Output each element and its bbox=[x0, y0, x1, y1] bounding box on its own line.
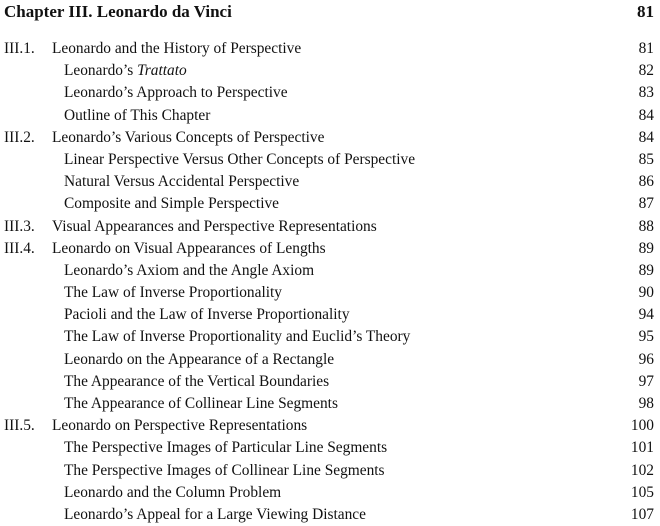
toc-section-row bbox=[4, 216, 654, 238]
section-title: Leonardo on Visual Appearances of Lengths bbox=[52, 239, 326, 257]
section-number: III.3. bbox=[4, 217, 35, 235]
page-number: 98 bbox=[638, 395, 654, 412]
subsection-title: The Appearance of Collinear Line Segments bbox=[64, 395, 338, 412]
toc-subsection-row bbox=[4, 504, 654, 526]
toc-subsection-row bbox=[4, 282, 654, 304]
section-number: III.4. bbox=[4, 239, 35, 257]
subsection-title: Leonardo’s Appeal for a Large Viewing Distance bbox=[64, 505, 366, 523]
toc-section-row bbox=[4, 238, 654, 260]
toc-section-row bbox=[4, 38, 654, 60]
page-number: 90 bbox=[638, 284, 654, 302]
toc-subsection-row bbox=[4, 260, 654, 282]
page-number: 88 bbox=[638, 217, 654, 235]
subsection-title: The Law of Inverse Proportionality and Euclid’s Theory bbox=[64, 328, 411, 346]
page-number: 84 bbox=[638, 106, 654, 124]
chapter-title: Chapter III. Leonardo da Vinci bbox=[4, 2, 232, 21]
section-number: III.1. bbox=[4, 40, 35, 57]
section-title: Leonardo’s Various Concepts of Perspective bbox=[52, 128, 325, 146]
toc-section-row bbox=[4, 415, 654, 437]
toc-subsection-row bbox=[4, 393, 654, 415]
toc-subsection-row bbox=[4, 304, 654, 326]
page-number: 97 bbox=[638, 372, 654, 390]
subsection-title-italic: Trattato bbox=[137, 62, 187, 80]
toc-subsection-row bbox=[4, 437, 654, 459]
subsection-title: Pacioli and the Law of Inverse Proportionality bbox=[64, 306, 350, 324]
page-number: 87 bbox=[638, 195, 654, 213]
subsection-title bbox=[64, 60, 187, 82]
subsection-title: Leonardo and the Column Problem bbox=[64, 483, 282, 501]
subsection-title: Composite and Simple Perspective bbox=[64, 195, 280, 213]
chapter-heading bbox=[4, 2, 654, 28]
page-number: 82 bbox=[638, 62, 654, 80]
toc-list bbox=[4, 38, 654, 526]
page-number: 102 bbox=[630, 461, 654, 479]
page-number: 101 bbox=[630, 439, 654, 457]
subsection-title: The Appearance of the Vertical Boundaries bbox=[64, 372, 330, 390]
section-title: Visual Appearances and Perspective Representations bbox=[52, 217, 377, 235]
page-number: 81 bbox=[638, 40, 654, 57]
page-number: 100 bbox=[630, 417, 654, 435]
toc-subsection-row bbox=[4, 326, 654, 348]
toc-subsection-row bbox=[4, 193, 654, 215]
page-number: 84 bbox=[638, 128, 654, 146]
page-number: 107 bbox=[630, 505, 654, 523]
page-number: 96 bbox=[638, 350, 654, 368]
subsection-title: The Perspective Images of Particular Line Segments bbox=[64, 439, 388, 457]
subsection-title: Leonardo on the Appearance of a Rectangle bbox=[64, 350, 335, 368]
toc-subsection-row bbox=[4, 460, 654, 482]
toc-subsection-row bbox=[4, 171, 654, 193]
page-number: 95 bbox=[638, 328, 654, 346]
toc-subsection-row bbox=[4, 149, 654, 171]
subsection-title-prefix: Leonardo’s bbox=[64, 62, 138, 80]
page-number: 86 bbox=[638, 173, 654, 191]
page-number: 89 bbox=[638, 239, 654, 257]
subsection-title: Linear Perspective Versus Other Concepts of Perspective bbox=[64, 150, 416, 168]
page-number: 94 bbox=[638, 306, 654, 324]
chapter-page-number: 81 bbox=[637, 2, 654, 21]
toc-subsection-row bbox=[4, 60, 654, 82]
section-number: III.5. bbox=[4, 417, 35, 435]
toc-subsection-row bbox=[4, 349, 654, 371]
subsection-title: The Law of Inverse Proportionality bbox=[64, 284, 282, 302]
toc-subsection-row bbox=[4, 105, 654, 127]
section-title: Leonardo and the History of Perspective bbox=[52, 40, 302, 57]
page-number: 83 bbox=[638, 84, 654, 102]
page-number: 105 bbox=[630, 483, 654, 501]
section-number: III.2. bbox=[4, 128, 35, 146]
subsection-title: Leonardo’s Axiom and the Angle Axiom bbox=[64, 261, 315, 279]
section-title: Leonardo on Perspective Representations bbox=[52, 417, 308, 435]
subsection-title: Outline of This Chapter bbox=[64, 106, 211, 124]
subsection-title: Leonardo’s Approach to Perspective bbox=[64, 84, 288, 102]
toc-subsection-row bbox=[4, 371, 654, 393]
toc-section-row bbox=[4, 127, 654, 149]
page-number: 89 bbox=[638, 261, 654, 279]
page-number: 85 bbox=[638, 150, 654, 168]
toc-subsection-row bbox=[4, 82, 654, 104]
toc-subsection-row bbox=[4, 482, 654, 504]
subsection-title: The Perspective Images of Collinear Line Segments bbox=[64, 461, 385, 479]
subsection-title: Natural Versus Accidental Perspective bbox=[64, 173, 300, 191]
